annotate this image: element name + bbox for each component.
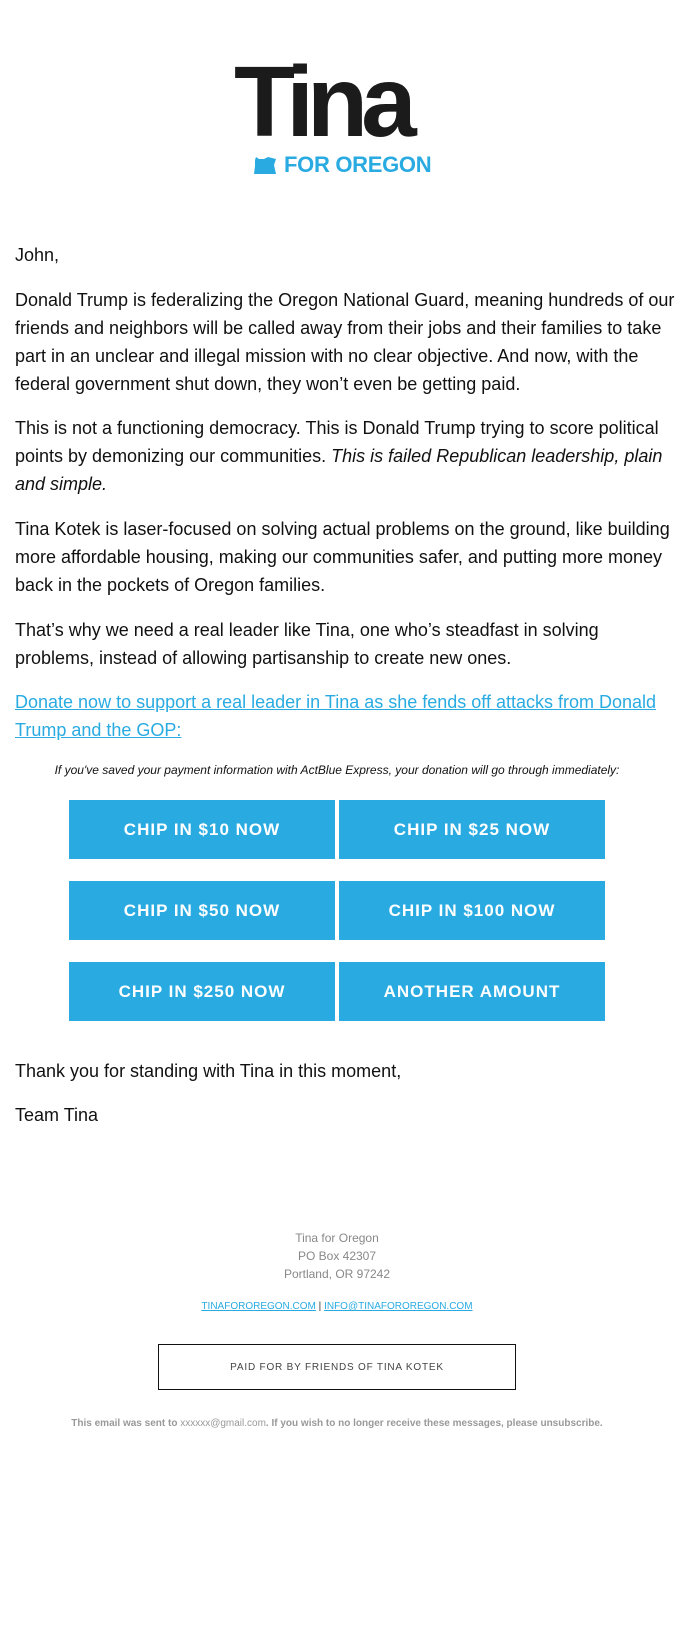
chip-in-50-button[interactable]: CHIP IN $50 NOW xyxy=(69,881,335,940)
actblue-note: If you've saved your payment information with ActBlue Express, your donation will go through immediately: xyxy=(54,763,620,777)
recipient-email: xxxxxx@gmail.com xyxy=(180,1418,266,1429)
unsubscribe-notice xyxy=(0,1417,674,1431)
footer-address-line-1: PO Box 42307 xyxy=(297,1249,377,1263)
donation-button-grid xyxy=(69,800,605,1021)
donate-link[interactable]: Donate now to support a real leader in Tina as she fends off attacks from Donald Trump and the GOP: xyxy=(15,692,657,740)
paid-for-disclaimer: PAID FOR BY FRIENDS OF TINA KOTEK xyxy=(158,1344,516,1390)
footer-org-name: Tina for Oregon xyxy=(295,1231,379,1245)
chip-in-100-button[interactable]: CHIP IN $100 NOW xyxy=(339,881,605,940)
logo-wordmark: Tina xyxy=(234,46,410,158)
unsubscribe-prefix: This email was sent to xyxy=(71,1418,181,1429)
oregon-state-icon xyxy=(254,156,277,175)
contact-email-link[interactable]: INFO@TINAFOROREGON.COM xyxy=(324,1301,473,1312)
campaign-logo xyxy=(234,46,444,177)
footer-link-separator: | xyxy=(318,1301,322,1312)
thank-you-line: Thank you for standing with Tina in this moment, xyxy=(15,1061,402,1081)
paragraph-2 xyxy=(15,414,680,498)
paragraph-4: That’s why we need a real leader like Tina, one who’s steadfast in solving problems, instead of allowing partisanship to create new ones. xyxy=(15,620,599,668)
donate-paragraph xyxy=(15,688,680,744)
footer-links xyxy=(0,1300,674,1314)
greeting: John, xyxy=(15,245,60,265)
logo-subtitle-row xyxy=(254,152,431,178)
unsubscribe-suffix[interactable]: . If you wish to no longer receive these messages, please unsubscribe. xyxy=(265,1418,603,1429)
chip-in-10-button[interactable]: CHIP IN $10 NOW xyxy=(69,800,335,859)
signoff: Team Tina xyxy=(15,1105,99,1125)
paragraph-3: Tina Kotek is laser-focused on solving actual problems on the ground, like building more affordable housing, making our communities safer, and putting more money back in the pockets of Oregon families. xyxy=(15,519,670,595)
paragraph-2-text: This is not a functioning democracy. This is Donald Trump trying to score political points by demonizing our communities. xyxy=(15,418,659,466)
paragraph-2-emphasis: This is failed Republican leadership, plain and simple. xyxy=(15,446,663,494)
chip-in-25-button[interactable]: CHIP IN $25 NOW xyxy=(339,800,605,859)
chip-in-250-button[interactable]: CHIP IN $250 NOW xyxy=(69,962,335,1021)
logo-subtitle: FOR OREGON xyxy=(284,152,432,177)
footer-address xyxy=(0,1229,674,1283)
another-amount-button[interactable]: ANOTHER AMOUNT xyxy=(339,962,605,1021)
website-link[interactable]: TINAFOROREGON.COM xyxy=(201,1301,316,1312)
paragraph-1: Donald Trump is federalizing the Oregon National Guard, meaning hundreds of our friends and neighbors will be called away from their jobs and their families to take part in an unclear and illegal mission with no clear objective. And now, with the federal government shut down, they won’t even be getting paid. xyxy=(15,290,675,394)
footer-address-line-2: Portland, OR 97242 xyxy=(283,1267,391,1281)
